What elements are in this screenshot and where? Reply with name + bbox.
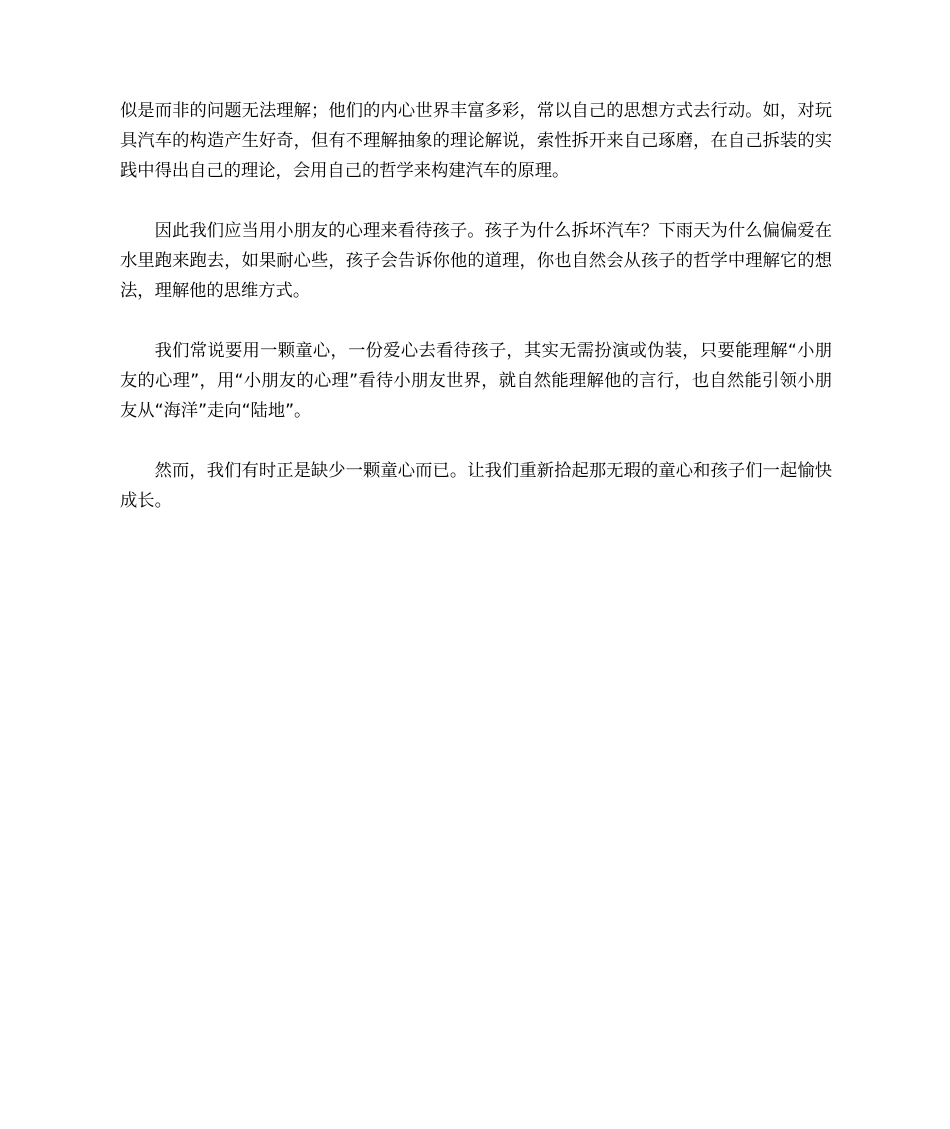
document-body	[120, 96, 832, 546]
paragraph-1: 似是而非的问题无法理解；他们的内心世界丰富多彩，常以自己的思想方式去行动。如，对玩具汽车的构造产生好奇，但有不理解抽象的理论解说，索性拆开来自己琢磨，在自己拆装的实践中得出自己的理论，会用自己的哲学来构建汽车的原理。	[120, 101, 832, 181]
paragraph-2: 因此我们应当用小朋友的心理来看待孩子。孩子为什么拆坏汽车？下雨天为什么偏偏爱在水里跑来跑去，如果耐心些，孩子会告诉你他的道理，你也自然会从孩子的哲学中理解它的想法，理解他的思维方式。	[120, 221, 832, 301]
paragraph-4: 然而，我们有时正是缺少一颗童心而已。让我们重新拾起那无瑕的童心和孩子们一起愉快成长。	[120, 461, 832, 511]
paragraph-3: 我们常说要用一颗童心，一份爱心去看待孩子，其实无需扮演或伪装，只要能理解“小朋友的心理”，用“小朋友的心理”看待小朋友世界，就自然能理解他的言行，也自然能引领小朋友从“海洋”走向“陆地”。	[120, 341, 832, 421]
